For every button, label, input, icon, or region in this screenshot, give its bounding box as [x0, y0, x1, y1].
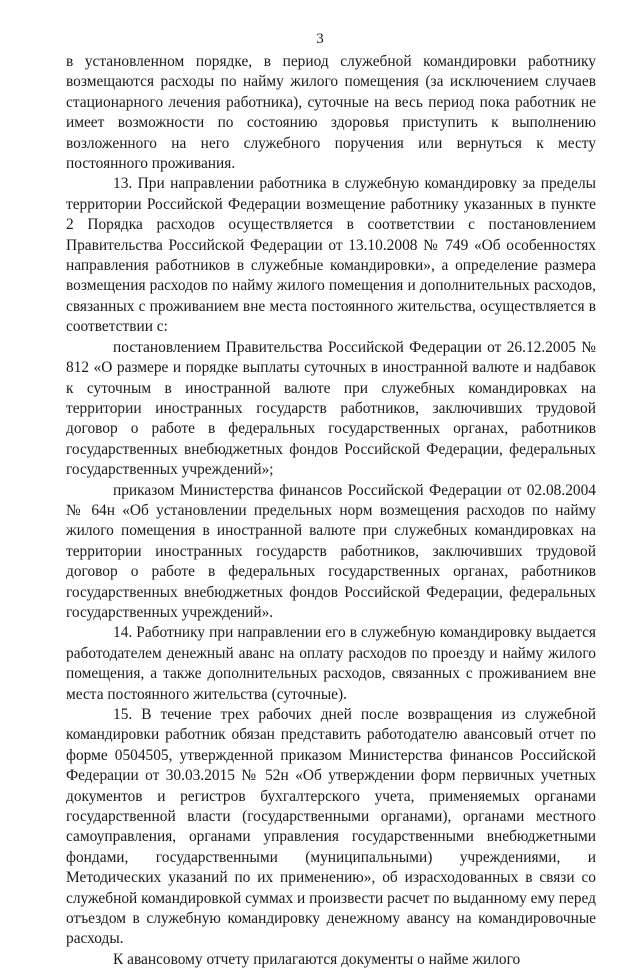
- paragraph-attachments: К авансовому отчету прилагаются документы о найме жилого: [113, 950, 521, 968]
- paragraph-continuation: в установленном порядке, в период служебной командировки работнику возмещаются расходы по найму жилого помещения (за исключением случаев стационарного лечения работника), суточные на весь период пока работник не имеет возможности по состоянию здоровья приступить к выполнению возложенного на него служебного поручения или вернуться к месту постоянного проживания.: [66, 53, 596, 173]
- page-number: 3: [316, 31, 324, 47]
- paragraph-finance-ministry-order: приказом Министерства финансов Российской Федерации от 02.08.2004 № 64н «Об установлении предельных норм возмещения расходов по найму жилого помещения в иностранной валюте при служебных командировках на территории иностранных государств работников, заключивших трудовой договор о работе в федеральных государственных органах, работников государственных внебюджетных фондов Российской Федерации, федеральных государственных учреждений».: [66, 481, 596, 621]
- paragraph-item-13: 13. При направлении работника в служебную командировку за пределы территории Российской Федерации возмещение работнику указанных в пункте 2 Порядка расходов осуществляется в соответствии с постановлением Правительства Российской Федерации от 13.10.2008 № 749 «Об особенностях направления работников в служебные командировки», а определение размера возмещения расходов по найму жилого помещения и дополнительных расходов, связанных с проживанием вне места постоянного жительства, осуществляется в соответствии с:: [66, 175, 596, 336]
- paragraph-item-15: 15. В течение трех рабочих дней после возвращения из служебной командировки работник обязан представить работодателю авансовый отчет по форме 0504505, утвержденной приказом Министерства финансов Российской Федерации от 30.03.2015 № 52н «Об утверждении форм первичных учетных документов и регистров бухгалтерского учета, применяемых органами государственной власти (государственными органами), органами местного самоуправления, органами управления государственными внебюджетными фондами, государственными (муниципальными) учреждениями, и Методических указаний по их применению», об израсходованных в связи со служебной командировкой суммах и произвести расчет по выданному ему перед отъездом в служебную командировку денежному авансу на командировочные расходы.: [66, 706, 596, 948]
- document-body: [66, 52, 596, 970]
- paragraph-item-14: 14. Работнику при направлении его в служебную командировку выдается работодателем денежный аванс на оплату расходов по проезду и найму жилого помещения, а также дополнительных расходов, связанных с проживанием вне места постоянного жительства (суточные).: [66, 624, 596, 703]
- paragraph-government-resolution: постановлением Правительства Российской Федерации от 26.12.2005 № 812 «О размере и порядке выплаты суточных в иностранной валюте и надбавок к суточным в иностранной валюте при служебных командировках на территории иностранных государств работников, заключивших трудовой договор о работе в федеральных государственных органах, работников государственных внебюджетных фондов Российской Федерации, федеральных государственных учреждений»;: [66, 338, 596, 479]
